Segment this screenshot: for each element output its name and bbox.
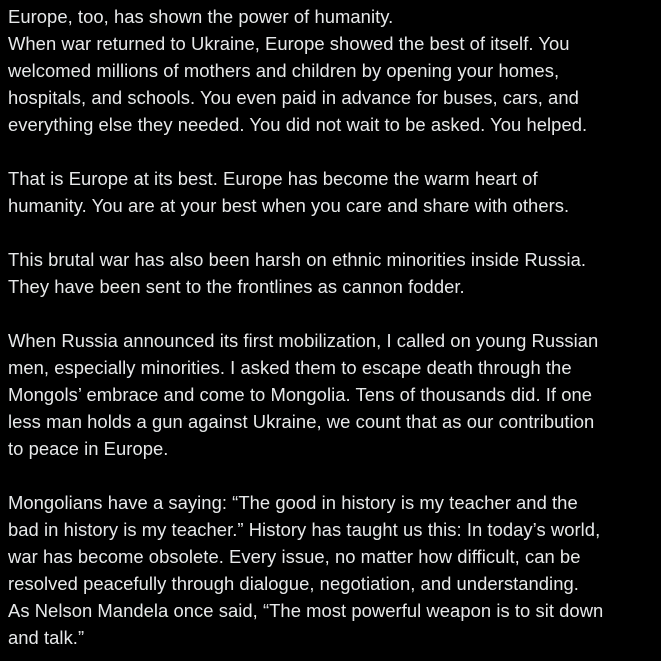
text-line: When war returned to Ukraine, Europe showed the best of itself. You [8, 33, 570, 54]
text-line: As Nelson Mandela once said, “The most powerful weapon is to sit down [8, 600, 604, 621]
text-line: Mongolians have a saying: “The good in history is my teacher and the [8, 492, 578, 513]
paragraph-gap [8, 219, 658, 246]
text-line: to peace in Europe. [8, 438, 169, 459]
text-line: humanity. You are at your best when you care and share with others. [8, 195, 570, 216]
text-line: and talk.” [8, 627, 85, 648]
text-line: That is Europe at its best. Europe has become the warm heart of [8, 168, 538, 189]
text-line: war has become obsolete. Every issue, no matter how difficult, can be [8, 546, 581, 567]
text-line: hospitals, and schools. You even paid in advance for buses, cars, and [8, 87, 579, 108]
paragraph-gap [8, 138, 658, 165]
text-line: bad in history is my teacher.” History has taught us this: In today’s world, [8, 519, 601, 540]
paragraph-ethnic-minorities [8, 246, 658, 300]
paragraph-gap [8, 462, 658, 489]
post-text [8, 3, 658, 651]
paragraph-europe-at-best [8, 165, 658, 219]
paragraph-mongolian-saying [8, 489, 658, 651]
text-line: less man holds a gun against Ukraine, we count that as our contribution [8, 411, 595, 432]
text-line: When Russia announced its first mobilization, I called on young Russian [8, 330, 599, 351]
paragraph-mobilization [8, 327, 658, 462]
text-line: men, especially minorities. I asked them to escape death through the [8, 357, 572, 378]
text-line: welcomed millions of mothers and children by opening your homes, [8, 60, 560, 81]
text-line: resolved peacefully through dialogue, negotiation, and understanding. [8, 573, 579, 594]
text-line: Mongols’ embrace and come to Mongolia. Tens of thousands did. If one [8, 384, 593, 405]
text-line: This brutal war has also been harsh on ethnic minorities inside Russia. [8, 249, 587, 270]
text-line: Europe, too, has shown the power of humanity. [8, 6, 394, 27]
text-line: They have been sent to the frontlines as cannon fodder. [8, 276, 465, 297]
paragraph-europe-humanity [8, 3, 658, 138]
text-line: everything else they needed. You did not wait to be asked. You helped. [8, 114, 588, 135]
paragraph-gap [8, 300, 658, 327]
